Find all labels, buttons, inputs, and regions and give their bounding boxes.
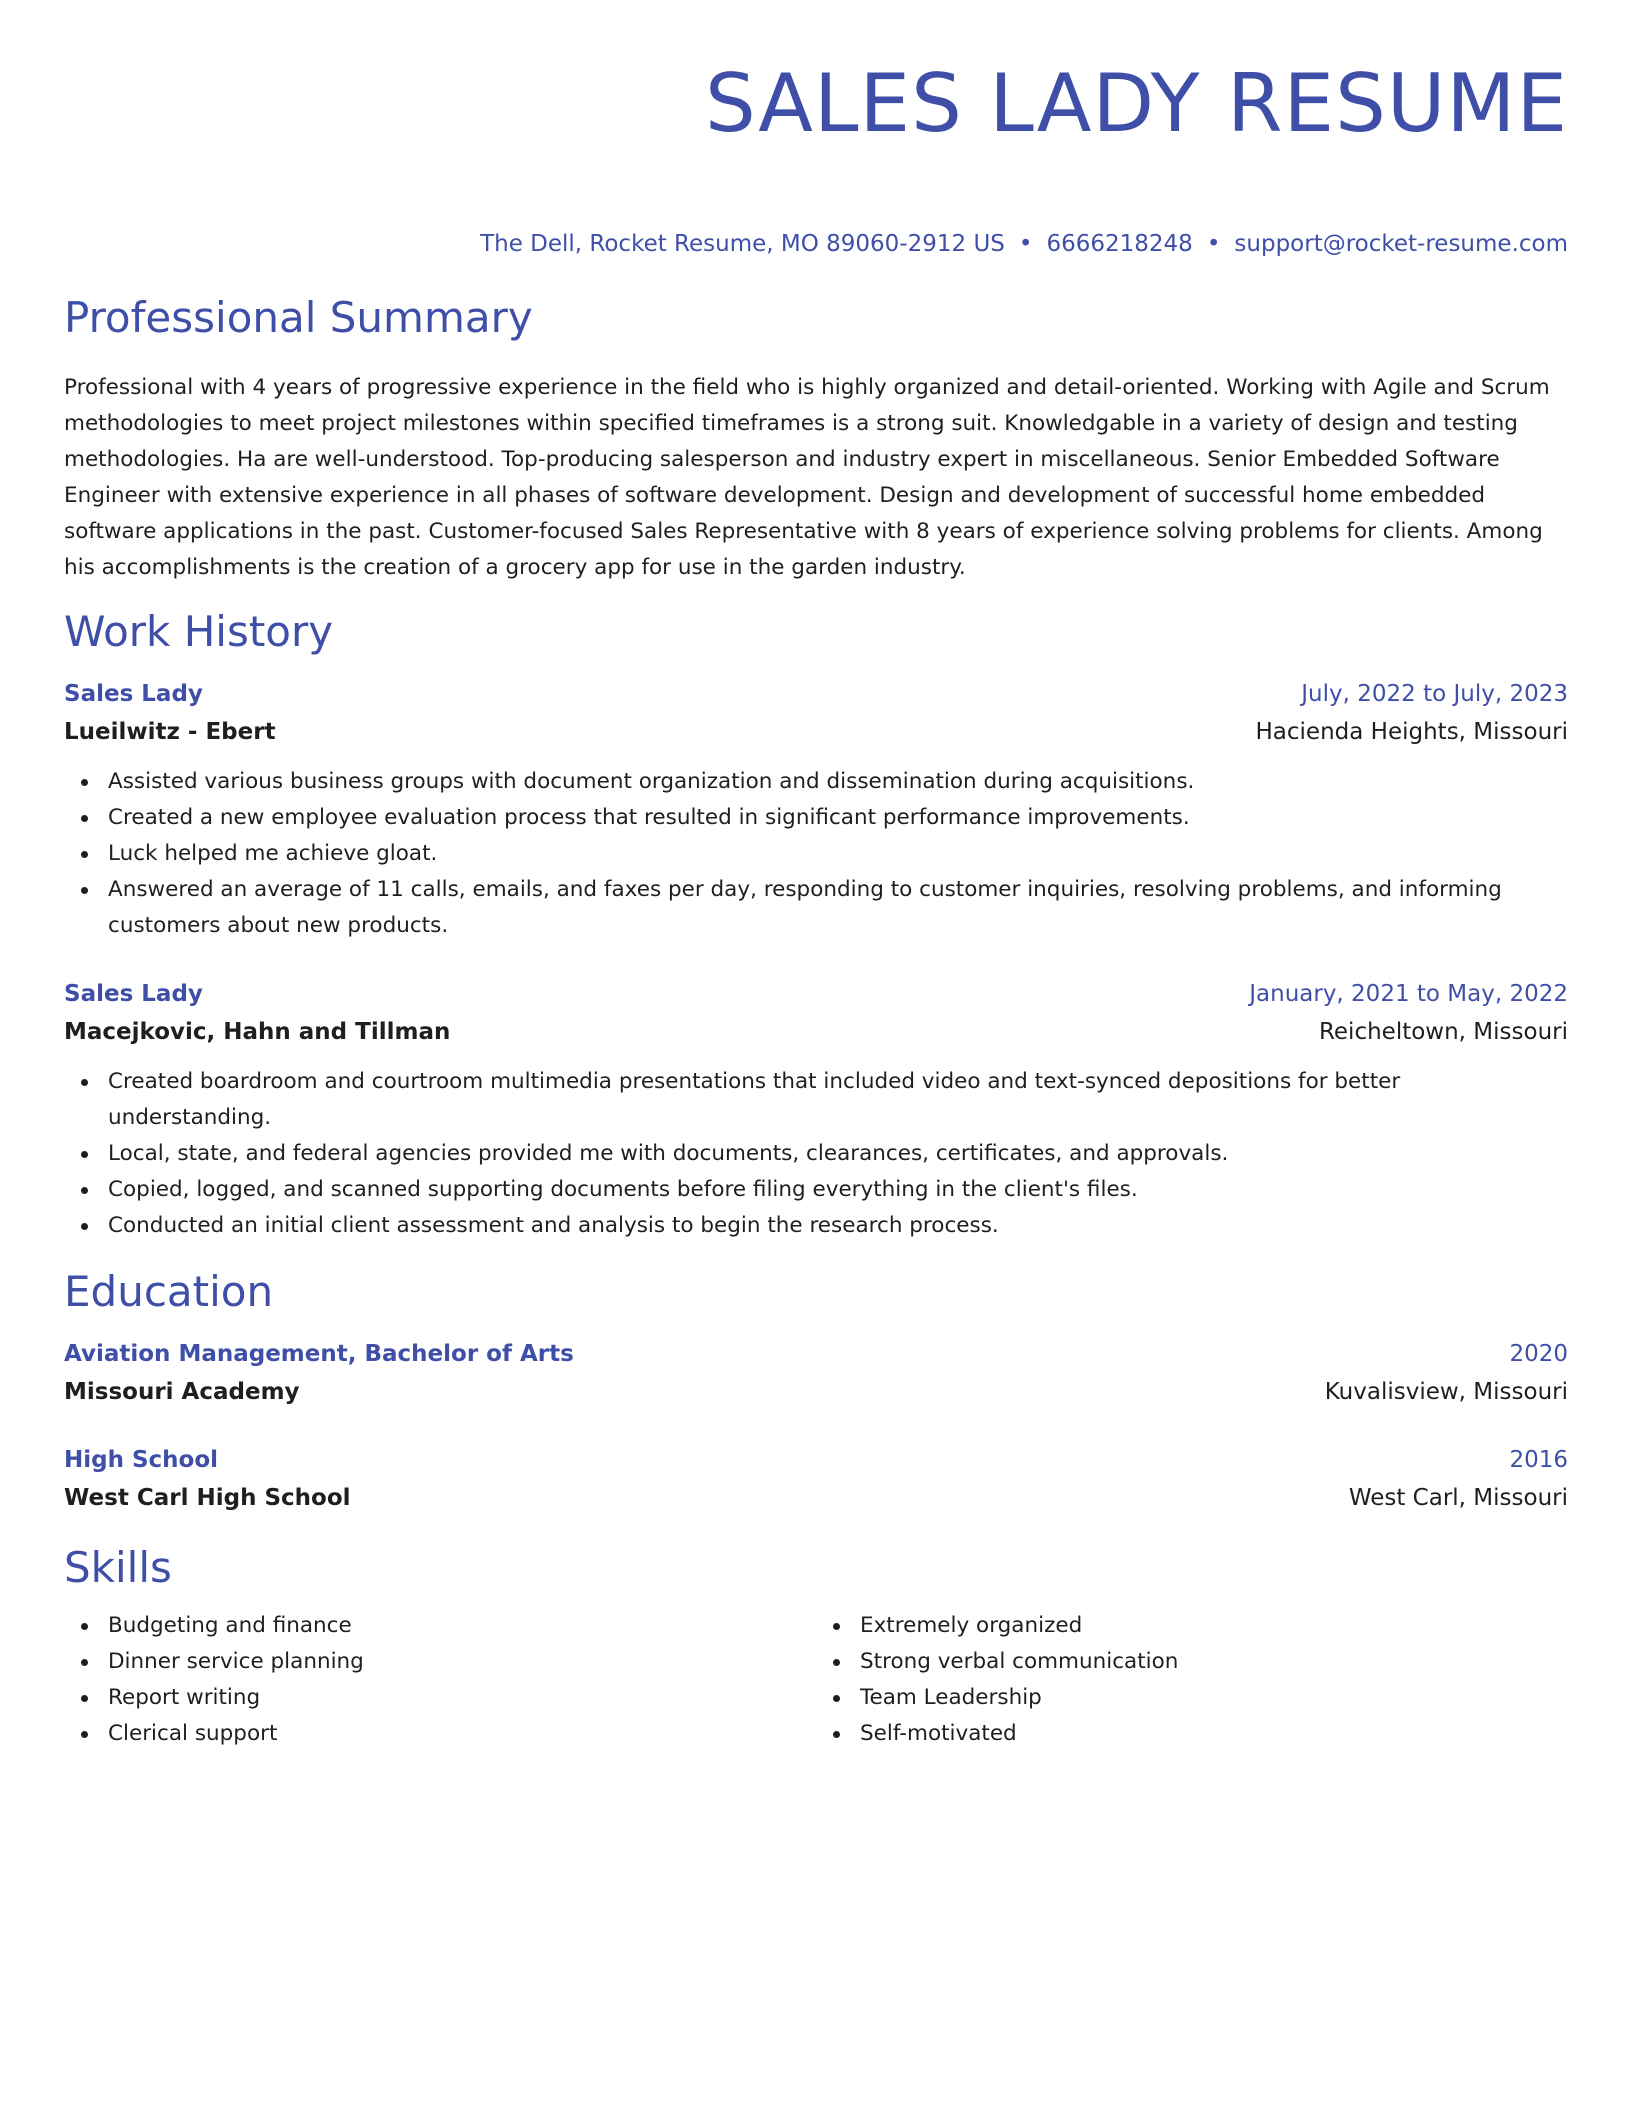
education-school: West Carl High School — [64, 1485, 351, 1511]
skill-item: Dinner service planning — [108, 1644, 816, 1680]
education-degree: High School — [64, 1447, 219, 1473]
education-section — [64, 1264, 1568, 1516]
resume-header — [64, 56, 1568, 260]
job-bullet: Answered an average of 11 calls, emails, and faxes per day, responding to customer inquiries, resolving problems, and informing customers about new products. — [108, 872, 1568, 944]
job-bullet: Conducted an initial client assessment and analysis to begin the research process. — [108, 1208, 1568, 1244]
job-bullet: Assisted various business groups with document organization and dissemination during acquisitions. — [108, 764, 1568, 800]
education-location: Kuvalisview, Missouri — [1324, 1379, 1568, 1405]
job-dates: July, 2022 to July, 2023 — [1301, 681, 1568, 707]
contact-address: The Dell, Rocket Resume, MO 89060-2912 US — [480, 231, 1005, 257]
section-title-education: Education — [64, 1267, 274, 1316]
education-school-row — [64, 1476, 1568, 1516]
section-title-summary: Professional Summary — [64, 293, 533, 342]
education-entry — [64, 1444, 1568, 1516]
contact-line — [64, 228, 1568, 260]
job-bullet: Created boardroom and courtroom multimedia presentations that included video and text-synced depositions for better understanding. — [108, 1064, 1568, 1136]
job-bullet: Luck helped me achieve gloat. — [108, 836, 1568, 872]
contact-phone: 6666218248 — [1046, 231, 1193, 257]
skills-list — [816, 1608, 1568, 1752]
summary-section — [64, 290, 1568, 586]
skill-item: Strong verbal communication — [860, 1644, 1568, 1680]
education-header-row — [64, 1444, 1568, 1476]
skills-columns — [64, 1608, 1568, 1752]
job-entry — [64, 678, 1568, 944]
contact-email: support@rocket-resume.com — [1234, 231, 1568, 257]
skills-section — [64, 1540, 1568, 1752]
skill-item: Team Leadership — [860, 1680, 1568, 1716]
job-bullet: Created a new employee evaluation process that resulted in significant performance improvements. — [108, 800, 1568, 836]
section-title-skills: Skills — [64, 1543, 172, 1592]
resume-title: SALES LADY RESUME — [704, 57, 1568, 150]
job-header-row — [64, 678, 1568, 710]
job-title: Sales Lady — [64, 681, 203, 707]
job-company-row — [64, 1010, 1568, 1050]
education-year: 2020 — [1509, 1341, 1568, 1367]
education-year: 2016 — [1509, 1447, 1568, 1473]
skill-item: Budgeting and finance — [108, 1608, 816, 1644]
contact-separator: • — [1018, 231, 1033, 257]
job-dates: January, 2021 to May, 2022 — [1249, 981, 1568, 1007]
job-company: Macejkovic, Hahn and Tillman — [64, 1019, 451, 1045]
job-location: Reicheltown, Missouri — [1318, 1019, 1568, 1045]
skill-item: Clerical support — [108, 1716, 816, 1752]
job-title: Sales Lady — [64, 981, 203, 1007]
work-section — [64, 604, 1568, 1244]
summary-text: Professional with 4 years of progressive experience in the field who is highly organized and detail-oriented. Working with Agile and Scrum methodologies to meet project milestones within specified timeframes is a strong suit. Knowledgable in a variety of design and testing methodologies. Ha are well-understood. Top-producing salesperson and industry expert in miscellaneous. Senior Embedded Software Engineer with extensive experience in all phases of software development. Design and development of successful home embedded software applications in the past. Customer-focused Sales Representative with 8 years of experience solving problems for clients. Among his accomplishments is the creation of a grocery app for use in the garden industry. — [64, 375, 1550, 580]
job-header-row — [64, 978, 1568, 1010]
skill-item: Report writing — [108, 1680, 816, 1716]
job-bullet: Local, state, and federal agencies provided me with documents, clearances, certificates, and approvals. — [108, 1136, 1568, 1172]
job-company: Lueilwitz - Ebert — [64, 719, 276, 745]
skills-column-left — [64, 1608, 816, 1752]
education-header-row — [64, 1338, 1568, 1370]
section-title-work: Work History — [64, 607, 334, 656]
job-location: Hacienda Heights, Missouri — [1255, 719, 1568, 745]
skill-item: Self-motivated — [860, 1716, 1568, 1752]
skills-list — [64, 1608, 816, 1752]
job-bullet: Copied, logged, and scanned supporting documents before filing everything in the client's files. — [108, 1172, 1568, 1208]
education-degree: Aviation Management, Bachelor of Arts — [64, 1341, 574, 1367]
job-entry — [64, 978, 1568, 1244]
job-company-row — [64, 710, 1568, 750]
job-bullets — [64, 1064, 1568, 1244]
job-bullets — [64, 764, 1568, 944]
education-school: Missouri Academy — [64, 1379, 300, 1405]
education-entry — [64, 1338, 1568, 1410]
skill-item: Extremely organized — [860, 1608, 1568, 1644]
education-school-row — [64, 1370, 1568, 1410]
contact-separator: • — [1206, 231, 1221, 257]
skills-column-right — [816, 1608, 1568, 1752]
education-location: West Carl, Missouri — [1348, 1485, 1568, 1511]
